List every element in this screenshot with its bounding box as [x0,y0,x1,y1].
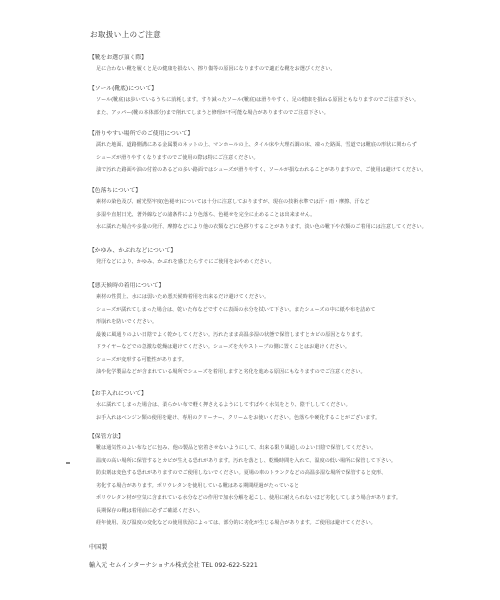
section-text: 素材の染色及び、耐光堅牢度(色褪せ)については十分に注意しておりますが、現在の技術水準では汗・雨・摩擦、汗など [96,199,370,205]
section-text: 濡れた地面、道路側溝にある金属製のネットの上、マンホールの上、タイル床や大理石調の床、凍った路面、雪道では靴底の形状に関わらず [96,142,417,148]
section-text: 素材の性質上、水には弱いため悪天候時着用を出来るだけ避けてください。 [96,294,270,300]
section-heading: 【保管方法】 [89,434,124,440]
section-bad-weather [89,281,489,379]
section-heading: 【滑りやすい場所でのご使用について】 [89,131,194,137]
section-slippery-places [89,129,489,177]
section-text: 水に濡れた場合や多量の発汗、摩擦などにより他の衣類などに色移りすることがあります。淡い色の靴下や衣類のご着用には注意してください。 [96,224,427,230]
section-text: 多湿や直射日光、著外線などの諸条件により色落ち、色褪せを完全に止めることは出来ません。 [96,211,316,218]
section-heading: 【かゆみ、かぶれなどについて】 [89,248,177,254]
section-sole [89,84,489,119]
section-text: シューズが変形する可能性があります。 [96,356,187,363]
section-text: 油や化学製品などが含まれている場所でシューズを着用しますと劣化を進める原因にもなりますのでご注意ください。 [96,369,366,375]
section-heading: 【ソール(靴底)について】 [89,86,158,92]
section-text: 経年使用、及び温度の変化などの使用状況によっては、部分的に劣化が生じる場合があります。ご使用は避けてください。 [96,520,376,526]
section-text: シューズが滑りやすくなりますのでご使用の際は特にご注意ください。 [96,154,259,161]
section-itching [89,246,489,269]
section-text: ソール(靴底)は歩いているうちに消耗します。すり減ったソール(靴底)は滑りやすく、足の健康を損ねる原因ともなりますのでご注意下さい。 [96,97,420,103]
section-care [89,389,489,424]
section-text: ポリウレタン材が空気に含まれている水分などの作用で加水分解を起こし、使用に耐えられないほど劣化してしまう場合があります。 [96,495,402,501]
section-storage [89,432,489,530]
section-text: 形崩れを防いでください。 [96,319,158,325]
section-text: 足に合わない靴を履くと足の健康を損ない、擦り傷等の原因になりますので適正な靴をお選びください。 [96,66,336,72]
page-title: お取扱い上のご注意 [90,30,162,39]
section-text: 防虫剤は変色する恐れがありますのでご使用しないでください。夏場の車のトランクなどの高温多湿な場所で保管すると変形、 [96,470,387,476]
margin-mark [66,462,70,464]
section-heading: 【悪天候時の着用について】 [89,283,165,289]
section-text: 温度の高い場所に保管するとカビが生える恐れがあります。汚れを落とし、乾燥時間を入れて、温度の低い場所に保管して下さい。 [96,457,397,464]
section-heading: 【靴をお選び頂く際】 [89,55,147,61]
section-text: 油で汚れた路面や油の付着のあるどの多い路面ではシューズが滑りやすく、ソールが損なわれることがありますので、ご使用は避けてください。 [96,167,427,173]
importer-info: 輸入元 セムインターナショナル株式会社 TEL 092-622-5221 [89,562,258,569]
section-text: 発汗などにより、かゆみ、かぶれを感じたらすぐにご使用をおやめください。 [96,259,275,265]
section-shoe-selection [89,53,489,76]
section-heading: 【色落ちについて】 [89,188,142,194]
section-text: 最後に風通りのよい日陰でよく乾かしてください。汚れたまま高温多湿の状態で保管しますとカビの原因となります。 [96,331,366,338]
section-text: シューズが濡れてしまった場合は、乾いた布などですぐに表面の水分を拭いて下さい。またシューズの中に紙や布を詰めて [96,306,376,313]
section-color-fading [89,186,489,234]
section-text: お手入れはベンジン類の使用を避け、専用のクリーナー、クリームをお使いください。色落ちや硬化することがございます。 [96,414,381,421]
section-text: また、アッパー(靴の本体部分)まで削れてしまうと修理が不可能な場合がありますのでご注意下さい。 [96,109,329,116]
section-text: 水に濡れてしまった場合は、柔らかい布で軽く押さえるようにしてすばやく水気をとり、陰干ししてください。 [96,402,351,408]
section-text: ドライヤーなどでの急激な乾燥は避けてください。シューズを火やストーブの側に置くことはお避けください。 [96,344,350,350]
section-text: 長期保存の靴は着用前に必ずご確認ください。 [96,507,203,514]
origin-label: 中国製 [89,544,108,551]
section-text: 劣化する場合があります。ポリウレタンを使用している靴はある期間経過がたっていると [96,482,300,489]
section-heading: 【お手入れについて】 [89,391,147,397]
section-text: 靴は通気性のよい布などに包み、他の製品と密着させないようにして、出来る限り風通しのよい日陰で保管してください。 [96,445,377,451]
